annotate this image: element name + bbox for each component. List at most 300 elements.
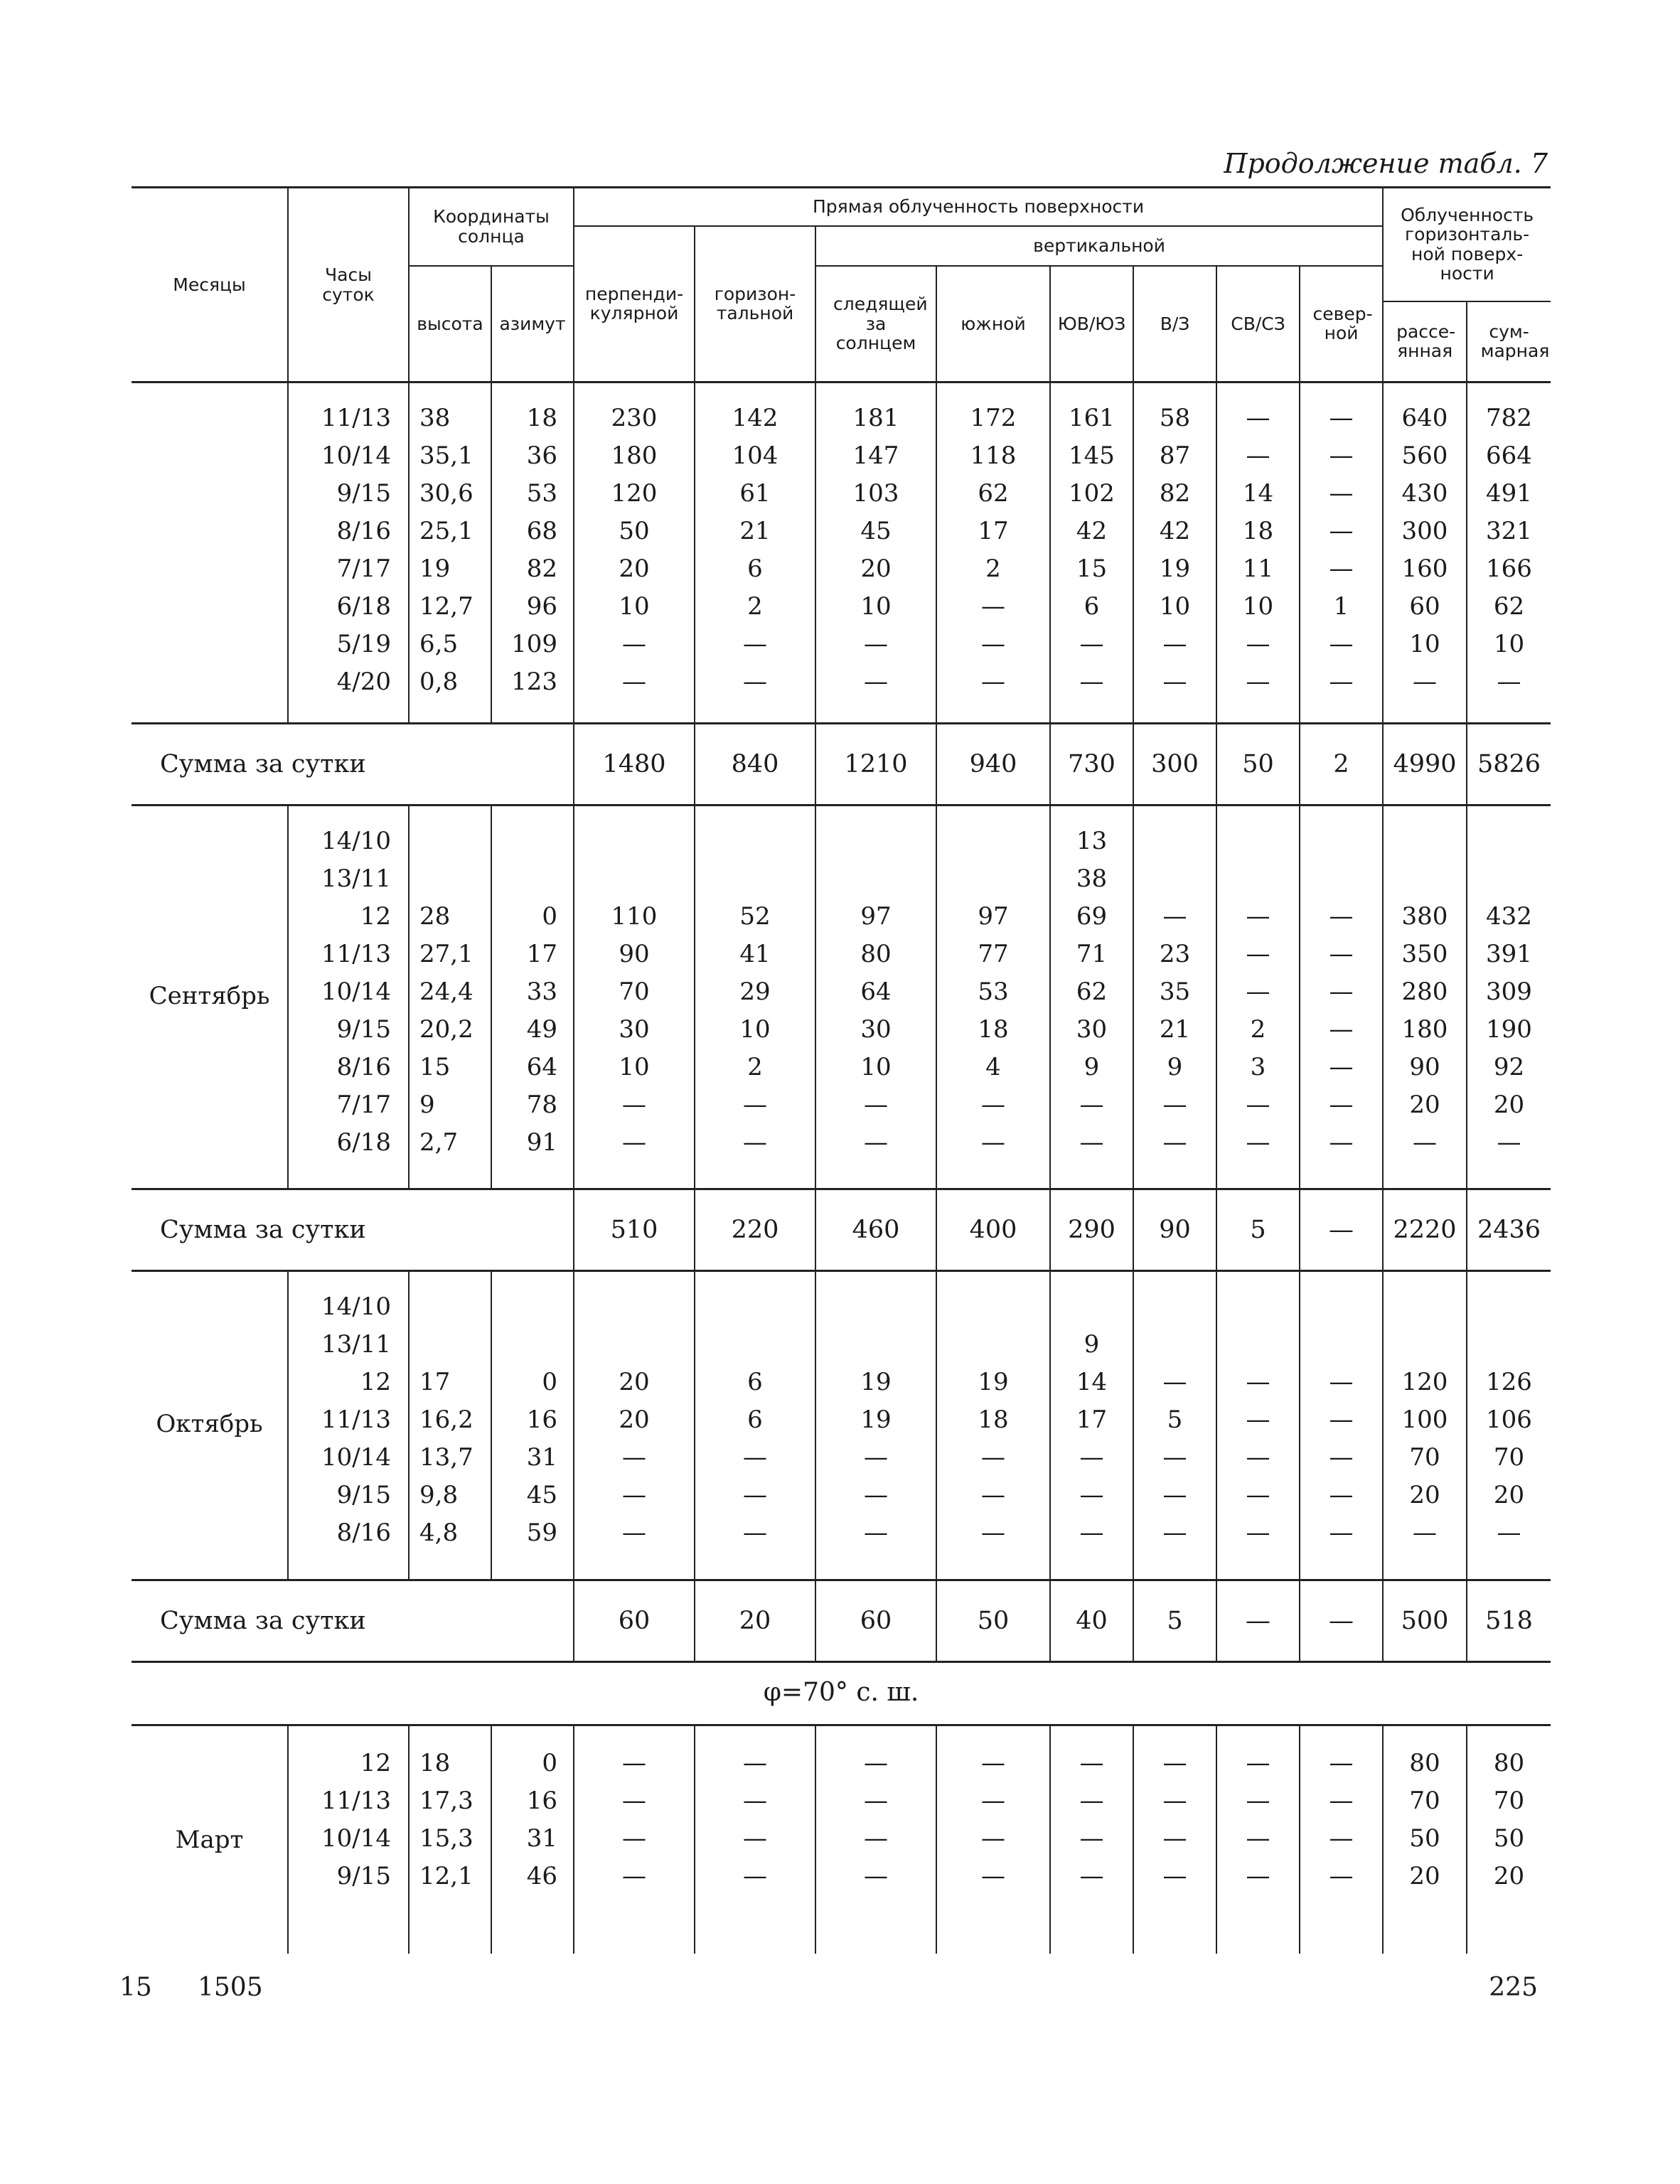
table-cell: —	[864, 1749, 888, 1777]
table-cell: 13	[1076, 827, 1108, 855]
table-cell: —	[864, 1443, 888, 1472]
table-cell: —	[1079, 1443, 1104, 1472]
table-cell: —	[981, 630, 1005, 658]
table-cell	[574, 1288, 694, 1326]
table-cell: —	[1246, 1787, 1270, 1815]
table-cell: 78	[526, 1091, 557, 1119]
north-column	[1300, 1726, 1383, 1954]
table-cell: 20	[619, 1368, 650, 1396]
footer-order: 1505	[198, 1973, 263, 2002]
table-cell: 2,7	[419, 1128, 459, 1157]
table-cell: 19	[978, 1368, 1009, 1396]
table-cell: —	[1162, 1787, 1187, 1815]
month-label: Сентябрь	[149, 981, 270, 1010]
table-cell: 10/14	[321, 441, 391, 470]
table-cell: 280	[1401, 978, 1448, 1006]
table-cell: 69	[1076, 902, 1108, 931]
table-cell: 5	[1167, 1406, 1183, 1434]
height-column	[409, 1726, 491, 1954]
hours-column	[288, 1726, 409, 1954]
table-cell: 3	[1250, 1053, 1266, 1081]
sum-values	[132, 1189, 1551, 1271]
table-cell: —	[622, 1443, 646, 1472]
ne-nw-column	[1216, 1726, 1300, 1954]
table-cell	[937, 1288, 1049, 1326]
sum-cell: 60	[815, 1580, 936, 1662]
perp-column	[574, 381, 695, 722]
horiz-column	[695, 1270, 815, 1579]
table-cell: 104	[732, 441, 779, 470]
table-cell: 181	[852, 404, 899, 432]
table-cell: 100	[1401, 1406, 1448, 1434]
table-cell: —	[981, 1787, 1005, 1815]
table-cell: 10/14	[321, 978, 391, 1006]
sum-cell: 940	[936, 724, 1050, 805]
table-cell: —	[1246, 1749, 1270, 1777]
table-cell	[695, 1326, 815, 1364]
azimuth-column	[491, 1270, 574, 1579]
table-caption: Продолжение табл. 7	[1224, 148, 1548, 179]
table-cell: 161	[1069, 404, 1115, 432]
table-cell: 11/13	[321, 1406, 391, 1434]
table-cell: 31	[526, 1443, 557, 1472]
table-cell: 41	[739, 940, 771, 968]
sum-row-1	[132, 722, 1551, 806]
table-cell: —	[1246, 1128, 1270, 1157]
table-cell	[1134, 860, 1216, 898]
table-cell: 80	[860, 940, 892, 968]
sum-cell: 4990	[1383, 724, 1467, 805]
table-cell	[419, 823, 491, 860]
table-cell: 10	[1409, 630, 1440, 658]
hours-column	[288, 804, 409, 1188]
table-cell: 9	[1084, 1053, 1100, 1081]
sum-cell: —	[1300, 1580, 1383, 1662]
ne-nw-column	[1216, 381, 1300, 722]
table-cell: 190	[1486, 1015, 1532, 1044]
table-cell: 21	[739, 517, 771, 545]
sum-cell: 300	[1133, 724, 1216, 805]
table-cell: 20	[1493, 1862, 1525, 1890]
table-cell: 10	[860, 1053, 892, 1081]
table-cell: 120	[611, 479, 658, 508]
height-column	[409, 804, 491, 1188]
table-cell: 42	[1076, 517, 1108, 545]
sum-values	[132, 1580, 1551, 1662]
table-cell: —	[981, 1128, 1005, 1157]
table-cell: 103	[852, 479, 899, 508]
table-cell: —	[622, 1862, 646, 1890]
e-w-column	[1133, 1270, 1216, 1579]
table-cell: 8/16	[336, 517, 391, 545]
table-cell: 118	[970, 441, 1017, 470]
horiz-column	[695, 804, 815, 1188]
header-south: южной	[936, 266, 1050, 382]
table-cell: 53	[526, 479, 557, 508]
header-direct: Прямая облученность поверхности	[574, 188, 1383, 226]
header-track: следящей за солнцем	[815, 266, 936, 382]
table-cell: 350	[1401, 940, 1448, 968]
table-cell: 6	[747, 1406, 763, 1434]
table-cell: 77	[978, 940, 1009, 968]
table-cell: 0,8	[419, 668, 459, 696]
table-cell: 664	[1486, 441, 1532, 470]
table-cell: 62	[1076, 978, 1108, 1006]
diffuse-column	[1383, 1726, 1467, 1954]
track-column	[815, 1726, 936, 1954]
table-cell: 0	[542, 1749, 557, 1777]
table-cell: —	[981, 1824, 1005, 1853]
table-cell: —	[1079, 1128, 1104, 1157]
table-cell: 19	[860, 1406, 892, 1434]
sum-cell: 518	[1467, 1580, 1551, 1662]
latitude-label: φ=70° с. ш.	[763, 1678, 919, 1707]
table-cell: 11	[1242, 555, 1274, 583]
table-cell: 87	[1159, 441, 1191, 470]
table-cell: 9,8	[419, 1481, 459, 1509]
table-cell: 560	[1401, 441, 1448, 470]
table-cell: 20,2	[419, 1015, 473, 1044]
header-ne-nw: СВ/СЗ	[1216, 266, 1300, 382]
table-cell: —	[1246, 1443, 1270, 1472]
table-cell: —	[743, 1481, 767, 1509]
table-cell: 19	[860, 1368, 892, 1396]
table-cell	[419, 860, 491, 898]
table-cell: —	[1079, 1787, 1104, 1815]
table-cell: 60	[1409, 592, 1440, 621]
e-w-column	[1133, 381, 1216, 722]
sum-cell: 2	[1300, 724, 1383, 805]
azimuth-column	[491, 1726, 574, 1954]
table-cell: 96	[526, 592, 557, 621]
table-cell: 102	[1069, 479, 1115, 508]
table-cell: 0	[542, 902, 557, 931]
table-cell: 17	[526, 940, 557, 968]
total-column	[1467, 1726, 1551, 1954]
table-cell: —	[1329, 978, 1354, 1006]
table-cell: —	[1497, 1519, 1521, 1547]
table-cell: 15,3	[419, 1824, 473, 1853]
table-cell: 126	[1486, 1368, 1532, 1396]
footer-page: 225	[1489, 1973, 1538, 2002]
table-cell: 13/11	[321, 864, 391, 893]
table-cell: 17,3	[419, 1787, 473, 1815]
table-cell: 12,1	[419, 1862, 473, 1890]
table-cell	[419, 1326, 491, 1364]
table-cell: —	[1162, 1443, 1187, 1472]
table-cell: 97	[860, 902, 892, 931]
north-column	[1300, 381, 1383, 722]
table-cell: 18	[978, 1406, 1009, 1434]
table-cell: —	[1329, 441, 1354, 470]
table-cell: —	[622, 1481, 646, 1509]
table-cell	[695, 823, 815, 860]
table-cell: 12,7	[419, 592, 473, 621]
sum-row-september	[132, 1188, 1551, 1272]
table-cell: —	[1246, 668, 1270, 696]
table-cell: 19	[419, 555, 451, 583]
track-column	[815, 381, 936, 722]
header-horiz: горизон-тальной	[695, 226, 815, 382]
table-cell: 0	[542, 1368, 557, 1396]
diffuse-column	[1383, 1270, 1467, 1579]
table-cell: 2	[747, 1053, 763, 1081]
table-cell: —	[1497, 1128, 1521, 1157]
table-cell: 20	[1493, 1091, 1525, 1119]
table-cell: —	[622, 1128, 646, 1157]
table-cell: 30,6	[419, 479, 473, 508]
sum-cell: 220	[695, 1189, 815, 1271]
table-cell: —	[1329, 668, 1354, 696]
table-cell: —	[1079, 1862, 1104, 1890]
table-cell: 106	[1486, 1406, 1532, 1434]
table-cell: —	[743, 668, 767, 696]
table-cell: —	[1329, 555, 1354, 583]
sum-cell: —	[1300, 1189, 1383, 1271]
header-coords: Координаты солнца	[409, 188, 574, 266]
table-cell	[1384, 1288, 1466, 1326]
diffuse-column	[1383, 804, 1467, 1188]
table-cell	[937, 1326, 1049, 1364]
table-cell	[574, 1326, 694, 1364]
table-cell: —	[1162, 668, 1187, 696]
table-cell: 123	[511, 668, 557, 696]
table-cell: 4	[985, 1053, 1001, 1081]
table-cell: 14/10	[321, 1292, 391, 1321]
table-cell: —	[1413, 668, 1437, 696]
sum-cell: 1210	[815, 724, 936, 805]
table-cell: 180	[1401, 1015, 1448, 1044]
table-cell	[1134, 823, 1216, 860]
table-cell: 53	[978, 978, 1009, 1006]
table-cell: —	[1079, 1749, 1104, 1777]
table-cell: —	[1246, 978, 1270, 1006]
table-cell: —	[1329, 1015, 1354, 1044]
table-cell: —	[1329, 1443, 1354, 1472]
sum-row-october	[132, 1579, 1551, 1663]
total-column	[1467, 381, 1551, 722]
table-cell: —	[981, 1443, 1005, 1472]
sum-cell: 730	[1050, 724, 1133, 805]
table-cell: 92	[1493, 1053, 1525, 1081]
table-cell: 17	[1076, 1406, 1108, 1434]
table-cell: —	[864, 1824, 888, 1853]
table-cell: —	[1162, 1519, 1187, 1547]
se-sw-column	[1050, 1726, 1133, 1954]
e-w-column	[1133, 804, 1216, 1188]
table-cell: 10/14	[321, 1824, 391, 1853]
table-cell: —	[1329, 404, 1354, 432]
table-cell: 18	[419, 1749, 451, 1777]
table-cell: 9	[1167, 1053, 1183, 1081]
table-cell	[816, 823, 936, 860]
table-cell: 147	[852, 441, 899, 470]
height-column	[409, 381, 491, 722]
table-cell	[492, 1326, 557, 1364]
horiz-column	[695, 381, 815, 722]
table-cell: —	[1162, 1128, 1187, 1157]
month-label: Октябрь	[156, 1410, 263, 1438]
table-cell: —	[1162, 1481, 1187, 1509]
table-cell: —	[1246, 1519, 1270, 1547]
table-cell: 52	[739, 902, 771, 931]
table-cell	[1384, 823, 1466, 860]
table-cell: —	[1329, 1824, 1354, 1853]
table-cell: —	[981, 592, 1005, 621]
sum-cell: 1480	[574, 724, 695, 805]
north-column	[1300, 1270, 1383, 1579]
se-sw-column	[1050, 804, 1133, 1188]
table-cell: 9/15	[336, 1015, 391, 1044]
table-cell: 91	[526, 1128, 557, 1157]
table-cell: 166	[1486, 555, 1532, 583]
table-cell: —	[1329, 517, 1354, 545]
table-cell: 12	[360, 902, 391, 931]
table-cell: 97	[978, 902, 1009, 931]
table-cell: 7/17	[336, 1091, 391, 1119]
table-cell: 11/13	[321, 1787, 391, 1815]
table-cell	[1217, 1288, 1299, 1326]
table-cell: 70	[1409, 1443, 1440, 1472]
table-cell	[1467, 1288, 1551, 1326]
table-cell: —	[981, 1481, 1005, 1509]
table-cell: 6	[747, 1368, 763, 1396]
perp-column	[574, 804, 695, 1188]
table-cell: 46	[526, 1862, 557, 1890]
table-cell	[1384, 1326, 1466, 1364]
table-cell: —	[743, 1862, 767, 1890]
table-cell: —	[1246, 1091, 1270, 1119]
table-cell: —	[1079, 1481, 1104, 1509]
table-cell: 21	[1159, 1015, 1191, 1044]
table-cell: —	[1162, 1368, 1187, 1396]
table-cell: 20	[860, 555, 892, 583]
sum-cell: 60	[574, 1580, 695, 1662]
table-cell: —	[622, 1519, 646, 1547]
table-cell: —	[1329, 1787, 1354, 1815]
table-cell	[695, 1288, 815, 1326]
table-cell	[1051, 1288, 1133, 1326]
table-cell: 58	[1159, 404, 1191, 432]
table-cell: 38	[1076, 864, 1108, 893]
table-cell: 70	[1409, 1787, 1440, 1815]
south-column	[936, 1270, 1050, 1579]
table-cell: —	[1162, 630, 1187, 658]
table-cell	[1467, 1326, 1551, 1364]
table-cell: 14	[1242, 479, 1274, 508]
table-cell: 6	[1084, 592, 1100, 621]
ne-nw-column	[1216, 1270, 1300, 1579]
table-cell: 20	[619, 1406, 650, 1434]
table-cell	[492, 1288, 557, 1326]
table-cell	[937, 823, 1049, 860]
header-e-w: В/З	[1133, 266, 1216, 382]
table-cell	[574, 823, 694, 860]
table-cell: —	[1329, 630, 1354, 658]
table-cell: —	[622, 630, 646, 658]
sum-cell: 40	[1050, 1580, 1133, 1662]
table-cell: 10	[860, 592, 892, 621]
table-cell: 20	[1409, 1481, 1440, 1509]
table-cell: —	[1329, 1862, 1354, 1890]
table-cell: 70	[1493, 1443, 1525, 1472]
table-cell: 6	[747, 555, 763, 583]
header-height: высота	[409, 266, 491, 382]
table-cell: —	[743, 1749, 767, 1777]
table-cell: —	[1246, 404, 1270, 432]
table-cell: 18	[1242, 517, 1274, 545]
table-cell: 80	[1409, 1749, 1440, 1777]
table-cell: 25,1	[419, 517, 473, 545]
se-sw-column	[1050, 1270, 1133, 1579]
table-cell: 38	[419, 404, 451, 432]
table-cell: 24,4	[419, 978, 473, 1006]
table-cell: 4,8	[419, 1519, 459, 1547]
table-cell: —	[1246, 630, 1270, 658]
table-cell: —	[1162, 1862, 1187, 1890]
table-cell: 230	[611, 404, 658, 432]
table-cell: 64	[860, 978, 892, 1006]
table-cell: —	[1246, 441, 1270, 470]
azimuth-column	[491, 381, 574, 722]
table-cell	[1467, 860, 1551, 898]
table-cell: 13,7	[419, 1443, 473, 1472]
table-cell: —	[1329, 1406, 1354, 1434]
table-cell: 13/11	[321, 1330, 391, 1359]
table-cell: 90	[619, 940, 650, 968]
table-cell: —	[622, 1091, 646, 1119]
block-march	[132, 1726, 1551, 1954]
header-perp: перпенди-кулярной	[574, 226, 695, 382]
table-cell: 23	[1159, 940, 1191, 968]
ne-nw-column	[1216, 804, 1300, 1188]
table-cell: 180	[611, 441, 658, 470]
south-column	[936, 1726, 1050, 1954]
table-cell: 4/20	[336, 668, 391, 696]
table-cell: 17	[419, 1368, 451, 1396]
table-cell: —	[743, 1128, 767, 1157]
table-cell: 35	[1159, 978, 1191, 1006]
table-cell: —	[1246, 902, 1270, 931]
table-cell: —	[1162, 1749, 1187, 1777]
table-cell: —	[622, 1749, 646, 1777]
table-cell: —	[1329, 1481, 1354, 1509]
table-cell: 11/13	[321, 404, 391, 432]
sum-cell: 5	[1216, 1189, 1300, 1271]
e-w-column	[1133, 1726, 1216, 1954]
table-cell: 50	[1409, 1824, 1440, 1853]
table-cell: 61	[739, 479, 771, 508]
table-cell: 2	[1250, 1015, 1266, 1044]
table-cell: —	[1246, 1824, 1270, 1853]
table-cell	[419, 1288, 491, 1326]
sum-cell: 5826	[1467, 724, 1551, 805]
table-cell: 11/13	[321, 940, 391, 968]
table-cell: 20	[1409, 1091, 1440, 1119]
table-cell: 68	[526, 517, 557, 545]
table-cell: 6/18	[336, 592, 391, 621]
table-cell	[492, 860, 557, 898]
table-cell: 62	[1493, 592, 1525, 621]
sum-cell: —	[1216, 1580, 1300, 1662]
table-cell: —	[1329, 1053, 1354, 1081]
header-vertical: вертикальной	[815, 226, 1383, 266]
table-cell	[1217, 1326, 1299, 1364]
table-cell	[816, 1326, 936, 1364]
table-cell: —	[1162, 902, 1187, 931]
table-cell: 17	[978, 517, 1009, 545]
table-cell: 12	[360, 1368, 391, 1396]
